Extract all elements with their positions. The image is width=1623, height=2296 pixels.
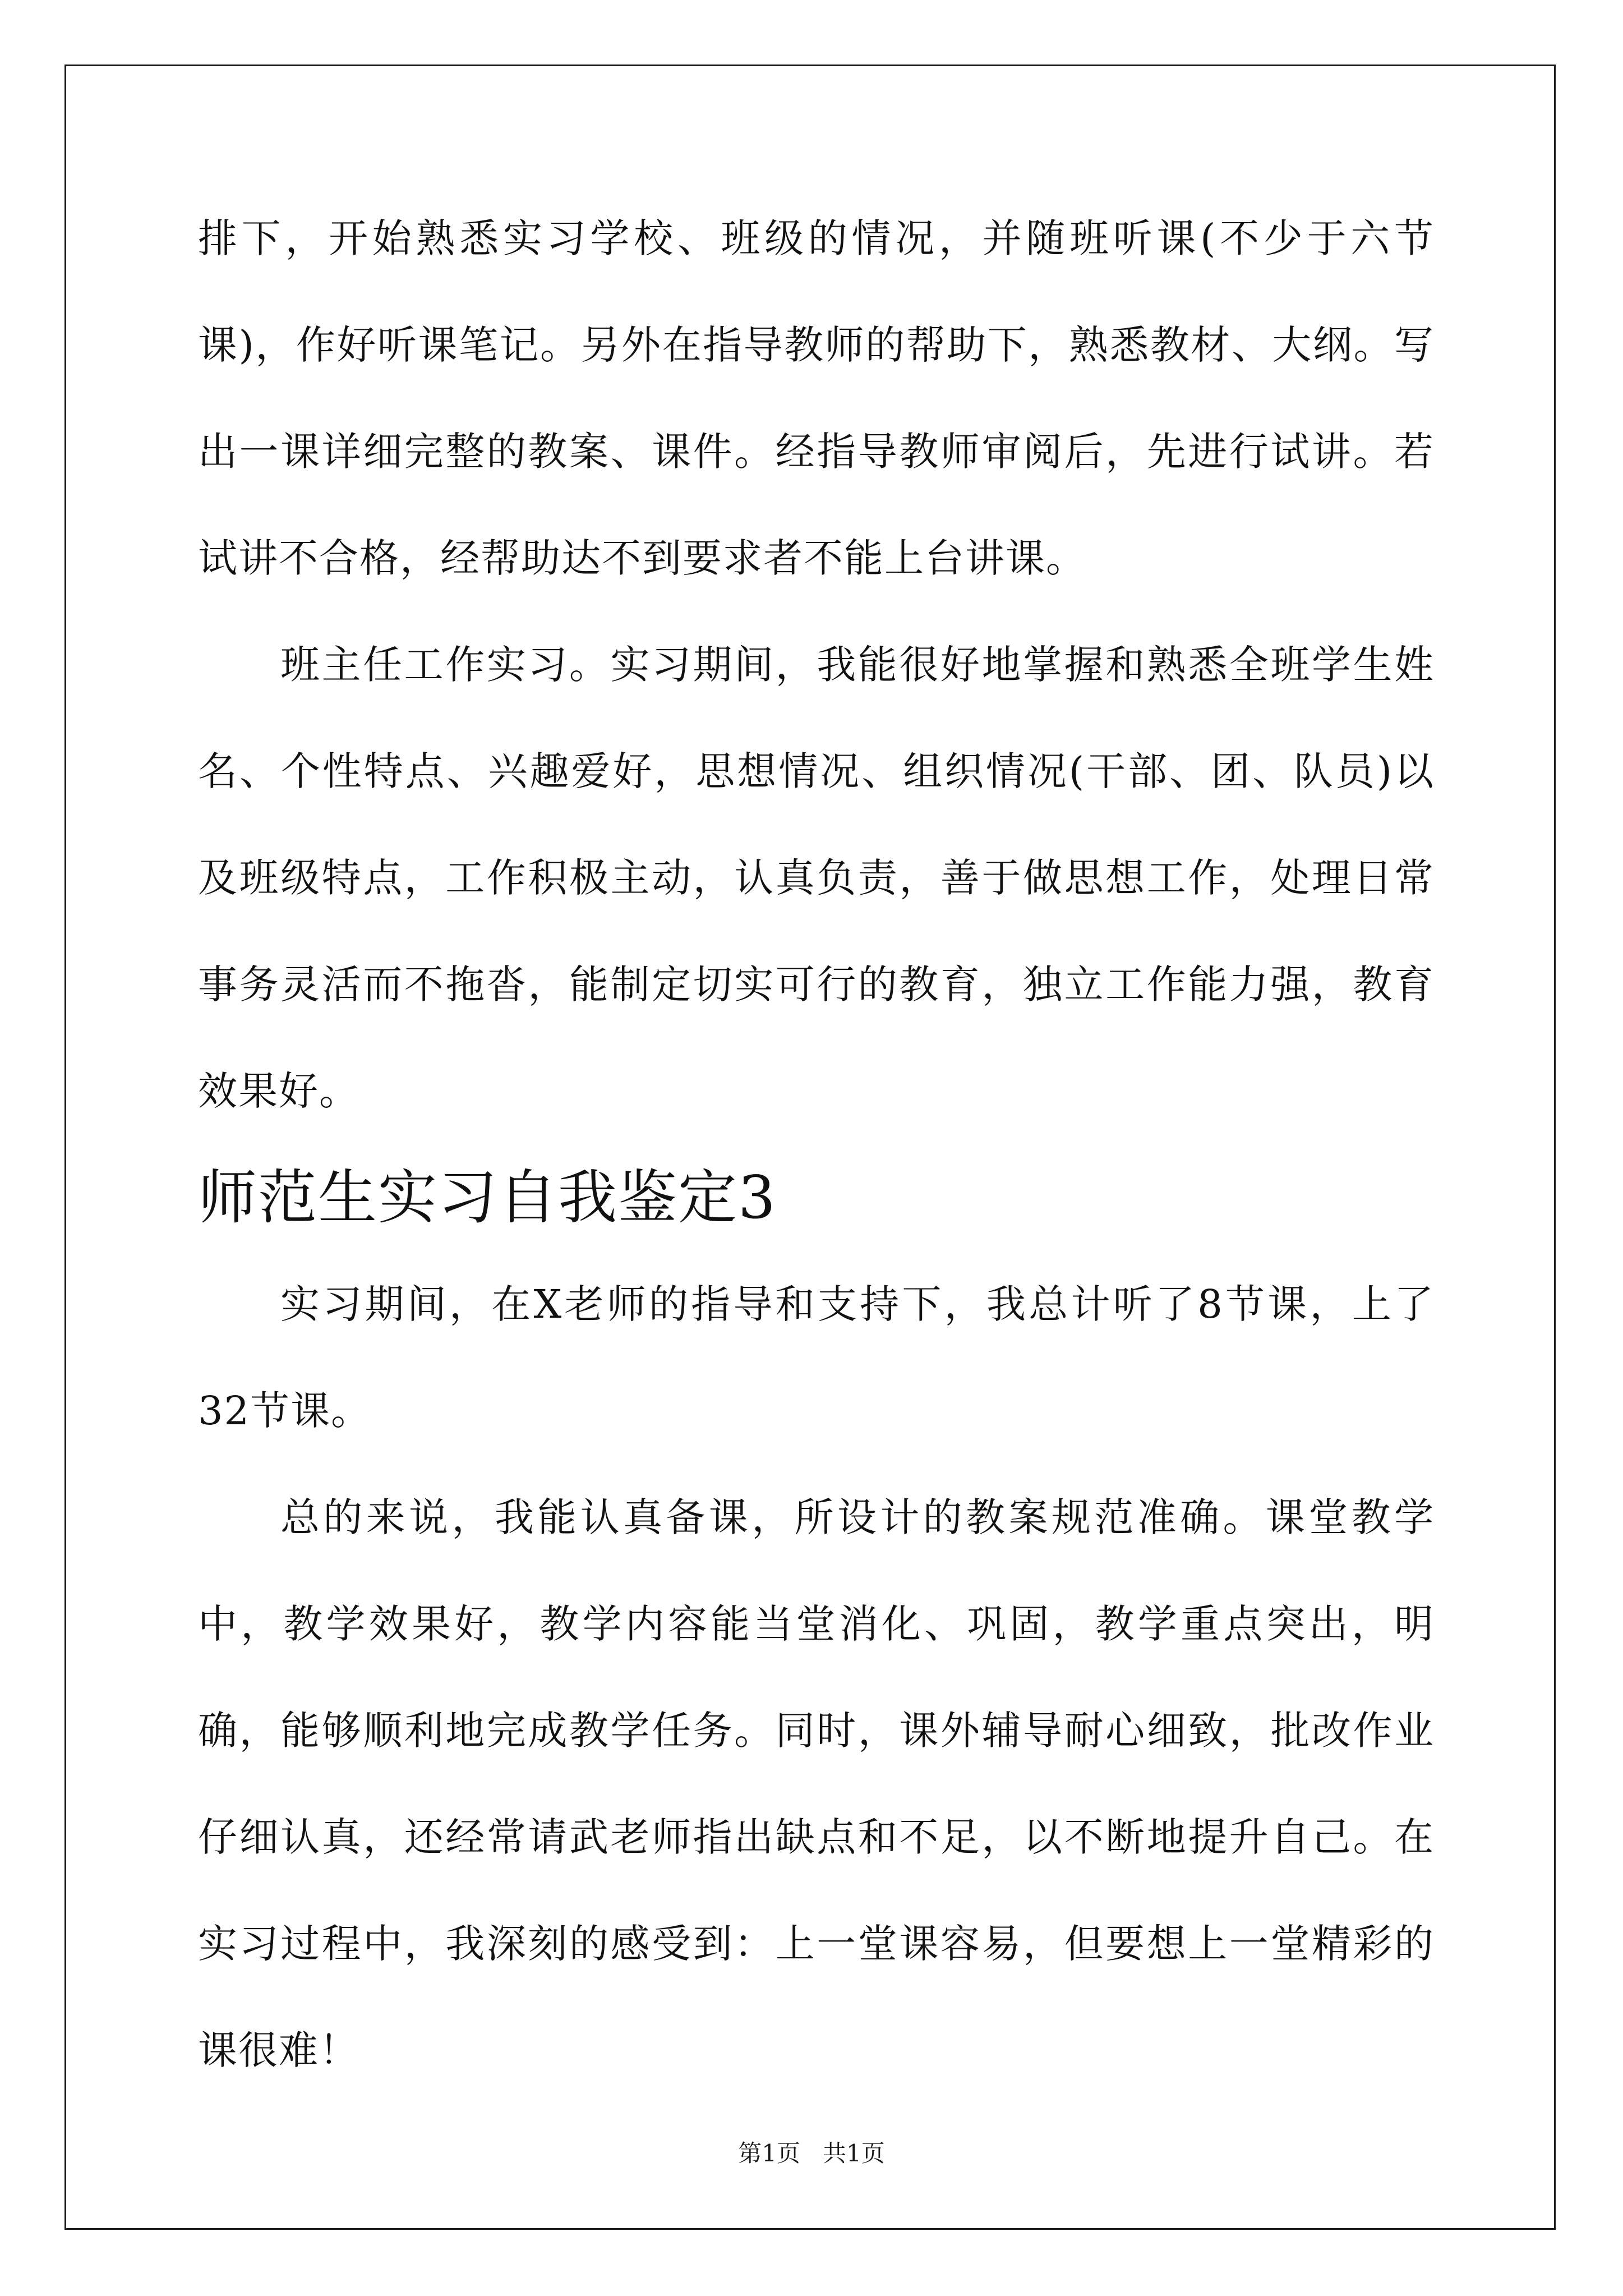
document-body: [198, 185, 1435, 2104]
section-heading: 师范生实习自我鉴定3: [198, 1163, 777, 1232]
paragraph-class-teacher: 班主任工作实习。实习期间，我能很好地掌握和熟悉全班学生姓名、个性特点、兴趣爱好，思想情况、组织情况(干部、团、队员)以及班级特点，工作积极主动，认真负责，善于做思想工作，处理日常事务灵活而不拖沓，能制定切实可行的教育，独立工作能力强，教育效果好。: [198, 642, 1435, 1114]
page-number: 第1页: [738, 2139, 800, 2167]
paragraph-lesson-count: 实习期间，在X老师的指导和支持下，我总计听了8节课，上了32节课。: [198, 1281, 1435, 1434]
paragraph-summary: 总的来说，我能认真备课，所设计的教案规范准确。课堂教学中，教学效果好，教学内容能当堂消化、巩固，教学重点突出，明确，能够顺利地完成教学任务。同时，课外辅导耐心细致，批改作业仔细认真，还经常请武老师指出缺点和不足，以不断地提升自己。在实习过程中，我深刻的感受到：上一堂课容易，但要想上一堂精彩的课很难！: [198, 1494, 1435, 2073]
paragraph-lesson-prep: 排下，开始熟悉实习学校、班级的情况，并随班听课(不少于六节课)，作好听课笔记。另外在指导教师的帮助下，熟悉教材、大纲。写出一课详细完整的教案、课件。经指导教师审阅后，先进行试讲。若试讲不合格，经帮助达不到要求者不能上台讲课。: [198, 215, 1435, 581]
page-footer: [0, 2137, 1623, 2170]
page-total: 共1页: [823, 2139, 885, 2167]
